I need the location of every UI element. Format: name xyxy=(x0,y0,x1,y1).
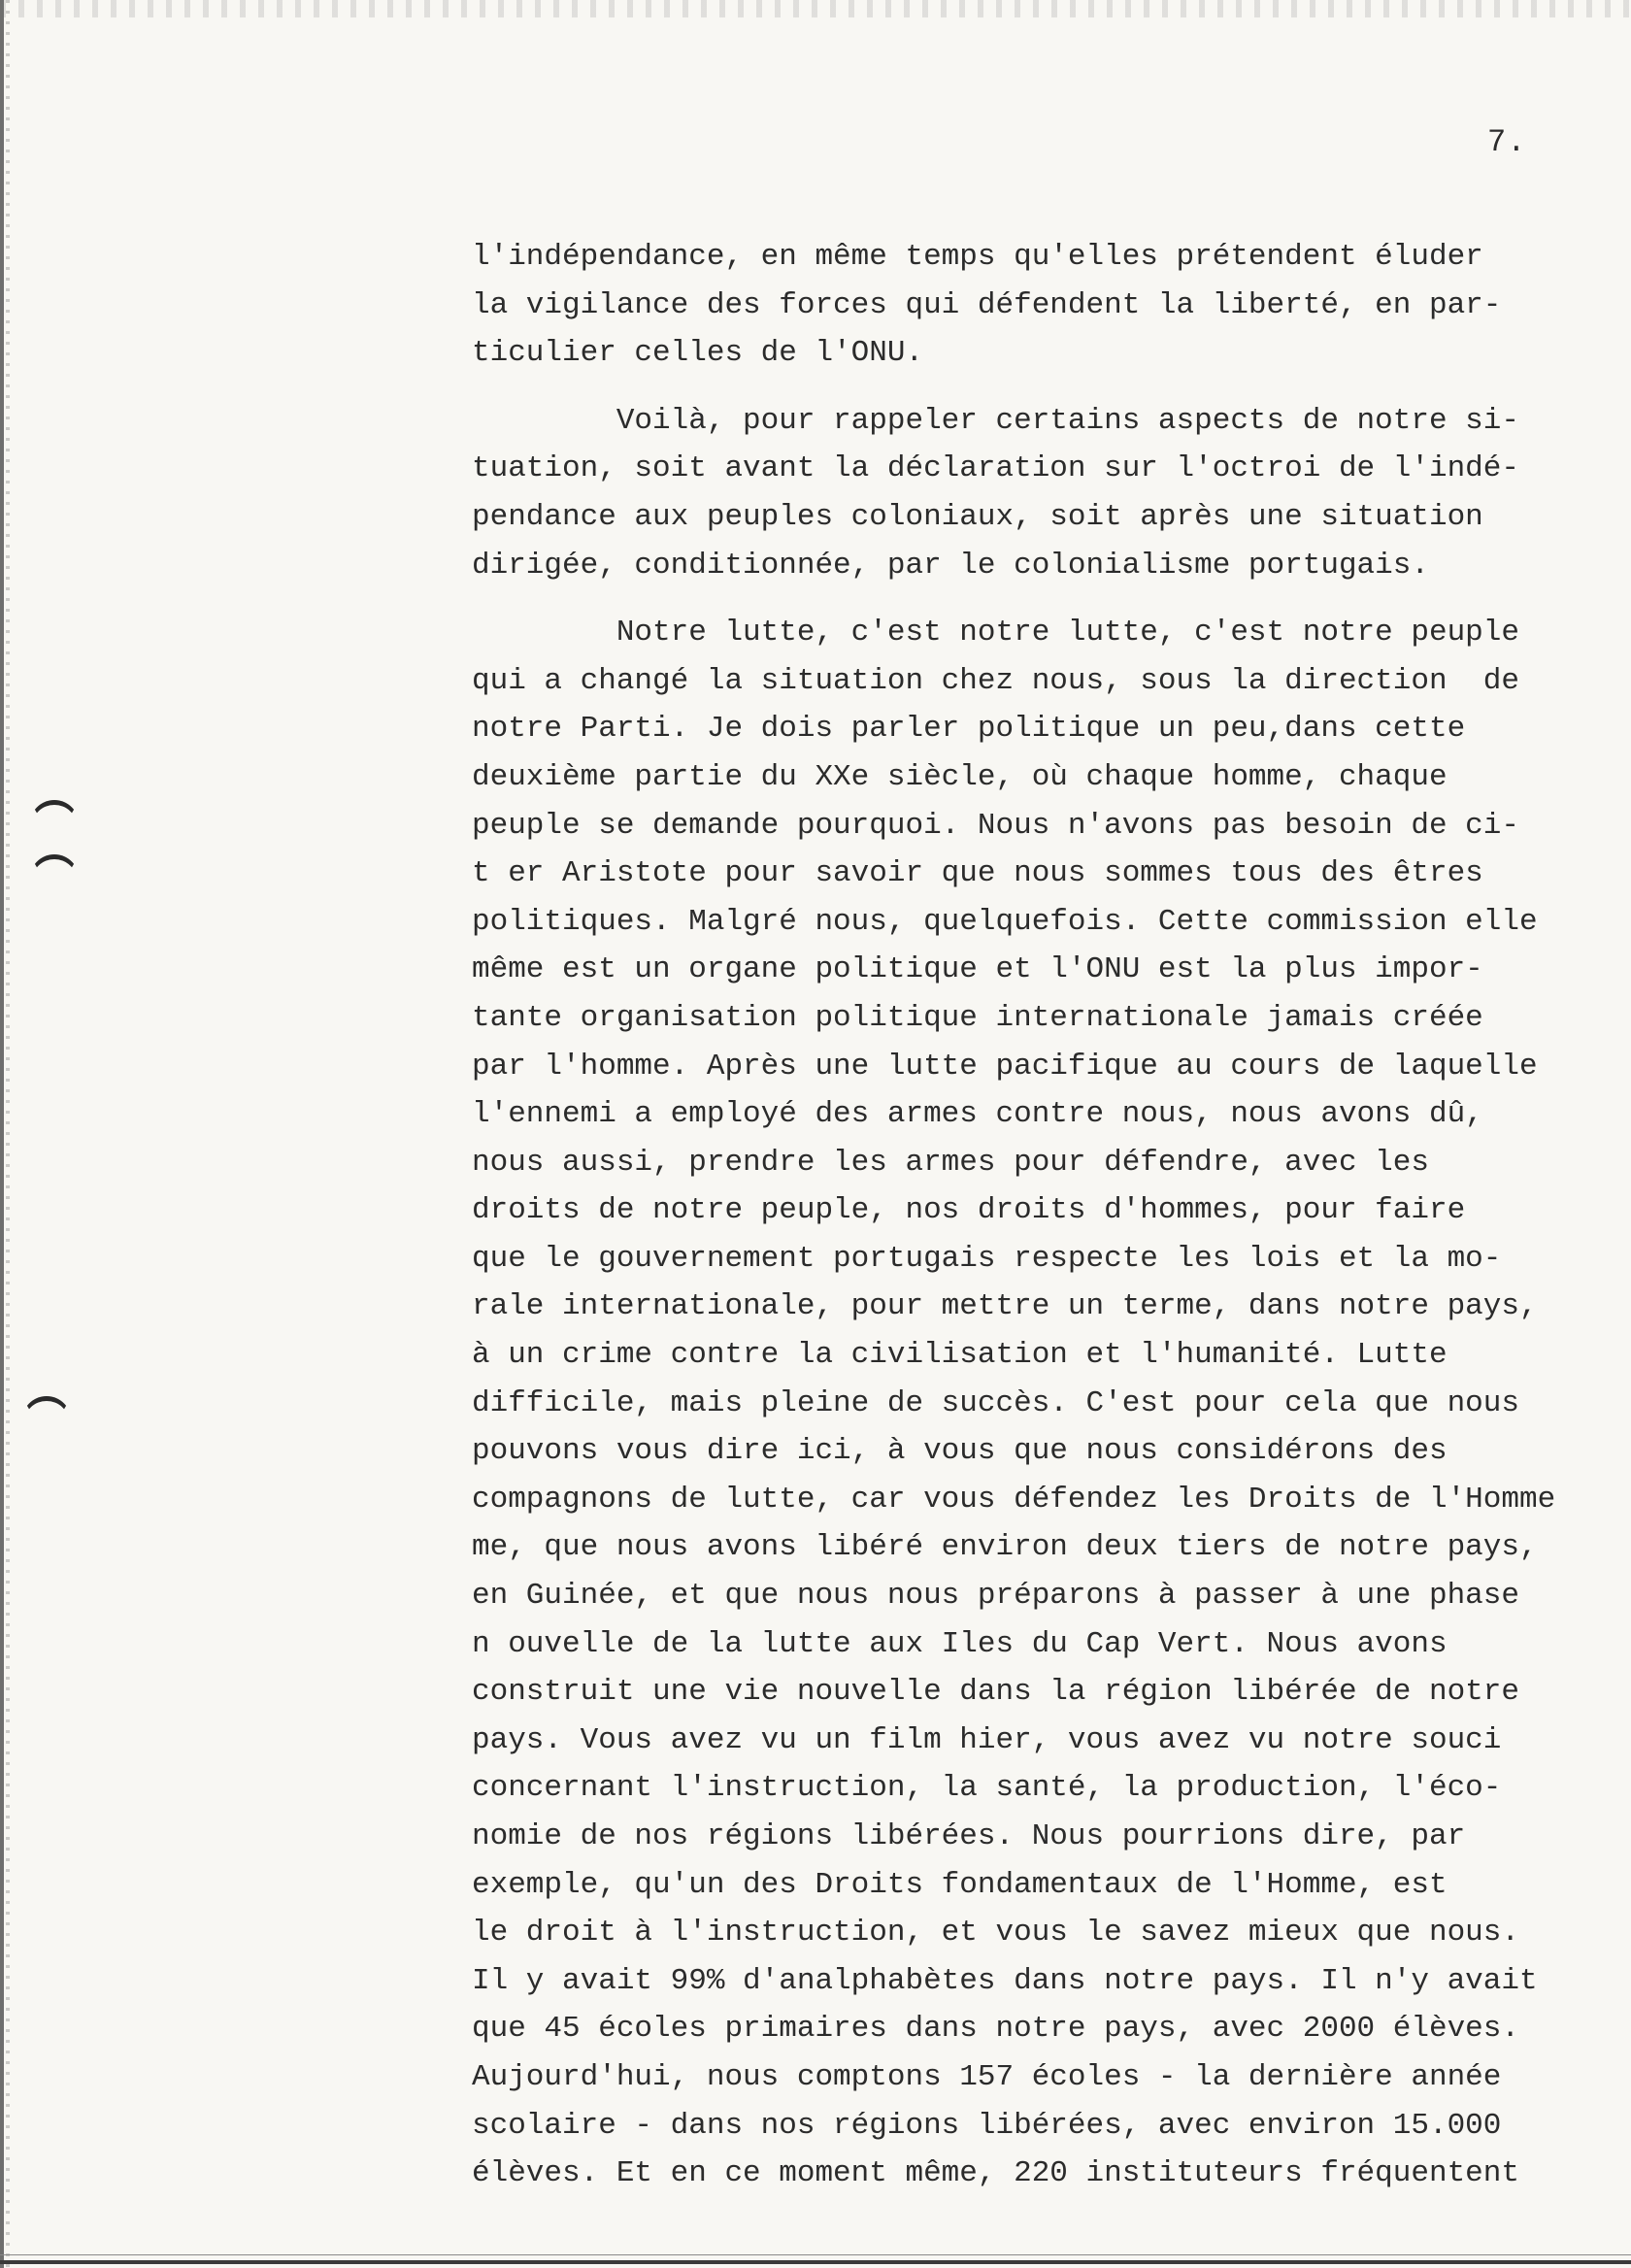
text-line: peuple se demande pourquoi. Nous n'avons pas besoin de ci- xyxy=(472,808,1519,843)
text-line: ticulier celles de l'ONU. xyxy=(472,336,924,371)
text-line: la vigilance des forces qui défendent la liberté, en par- xyxy=(472,287,1502,322)
text-line: me, que nous avons libéré environ deux tiers de notre pays, xyxy=(472,1530,1538,1565)
scan-noise-left xyxy=(6,0,10,2268)
text-line: élèves. Et en ce moment même, 220 instituteurs fréquentent xyxy=(472,2156,1519,2191)
text-line: l'indépendance, en même temps qu'elles prétendent éluder xyxy=(472,240,1483,274)
text-line: Aujourd'hui, nous comptons 157 écoles - la dernière année xyxy=(472,2059,1502,2094)
page-bottom-edge xyxy=(0,2260,1631,2264)
text-line: le droit à l'instruction, et vous le savez mieux que nous. xyxy=(472,1916,1519,1951)
text-line: rale internationale, pour mettre un terme, dans notre pays, xyxy=(472,1289,1538,1324)
text-line: construit une vie nouvelle dans la région libérée de notre xyxy=(472,1675,1519,1710)
scan-noise-top xyxy=(0,0,1631,17)
text-line: pendance aux peuples coloniaux, soit après une situation xyxy=(472,499,1483,534)
text-line: compagnons de lutte, car vous défendez les Droits de l'Homme xyxy=(472,1482,1556,1517)
text-line: qui a changé la situation chez nous, sous la direction de xyxy=(472,663,1519,698)
text-line: tante organisation politique internationale jamais créée xyxy=(472,1000,1483,1035)
text-line: Il y avait 99% d'analphabètes dans notre pays. Il n'y avait xyxy=(472,1963,1538,1998)
page-bottom-rule xyxy=(0,2254,1631,2255)
text-line: en Guinée, et que nous nous préparons à passer à une phase xyxy=(472,1579,1519,1614)
text-line: politiques. Malgré nous, quelquefois. Cette commission elle xyxy=(472,904,1538,939)
text-line: pays. Vous avez vu un film hier, vous avez vu notre souci xyxy=(472,1722,1502,1757)
paragraph-gap xyxy=(472,378,1617,397)
text-line: à un crime contre la civilisation et l'humanité. Lutte xyxy=(472,1338,1448,1373)
text-line: difficile, mais pleine de succès. C'est pour cela que nous xyxy=(472,1385,1519,1420)
text-line: pouvons vous dire ici, à vous que nous considérons des xyxy=(472,1434,1448,1469)
text-line: que le gouvernement portugais respecte les lois et la mo- xyxy=(472,1241,1502,1276)
text-line: que 45 écoles primaires dans notre pays, avec 2000 élèves. xyxy=(472,2012,1519,2047)
text-line: même est un organe politique et l'ONU est la plus impor- xyxy=(472,952,1483,987)
text-line: notre Parti. Je dois parler politique un peu,dans cette xyxy=(472,712,1466,747)
text-line: n ouvelle de la lutte aux Iles du Cap Vert. Nous avons xyxy=(472,1626,1448,1661)
text-line: exemple, qu'un des Droits fondamentaux de l'Homme, est xyxy=(472,1867,1448,1902)
text-line: scolaire - dans nos régions libérées, avec environ 15.000 xyxy=(472,2108,1502,2143)
page-edge xyxy=(0,0,4,2268)
paragraph-gap xyxy=(472,589,1617,609)
text-line: droits de notre peuple, nos droits d'hommes, pour faire xyxy=(472,1193,1466,1228)
text-line: par l'homme. Après une lutte pacifique au cours de laquelle xyxy=(472,1049,1538,1084)
text-line: t er Aristote pour savoir que nous sommes tous des êtres xyxy=(472,856,1483,891)
page-number: 7. xyxy=(1487,124,1527,160)
text-line: Notre lutte, c'est notre lutte, c'est notre peuple xyxy=(472,616,1519,650)
punch-hole-icon xyxy=(29,854,80,907)
text-line: l'ennemi a employé des armes contre nous, nous avons dû, xyxy=(472,1097,1483,1132)
text-line: dirigée, conditionnée, par le colonialisme portugais. xyxy=(472,548,1429,583)
text-line: Voilà, pour rappeler certains aspects de notre si- xyxy=(472,403,1519,438)
text-line: nous aussi, prendre les armes pour défendre, avec les xyxy=(472,1145,1429,1180)
text-line: nomie de nos régions libérées. Nous pourrions dire, par xyxy=(472,1819,1466,1853)
text-line: concernant l'instruction, la santé, la production, l'éco- xyxy=(472,1771,1502,1806)
text-line: deuxième partie du XXe siècle, où chaque homme, chaque xyxy=(472,759,1448,794)
punch-hole-icon xyxy=(21,1396,72,1449)
text-line: tuation, soit avant la déclaration sur l'octroi de l'indé- xyxy=(472,451,1519,486)
punch-hole-icon xyxy=(29,800,80,852)
document-body xyxy=(472,233,1617,2198)
